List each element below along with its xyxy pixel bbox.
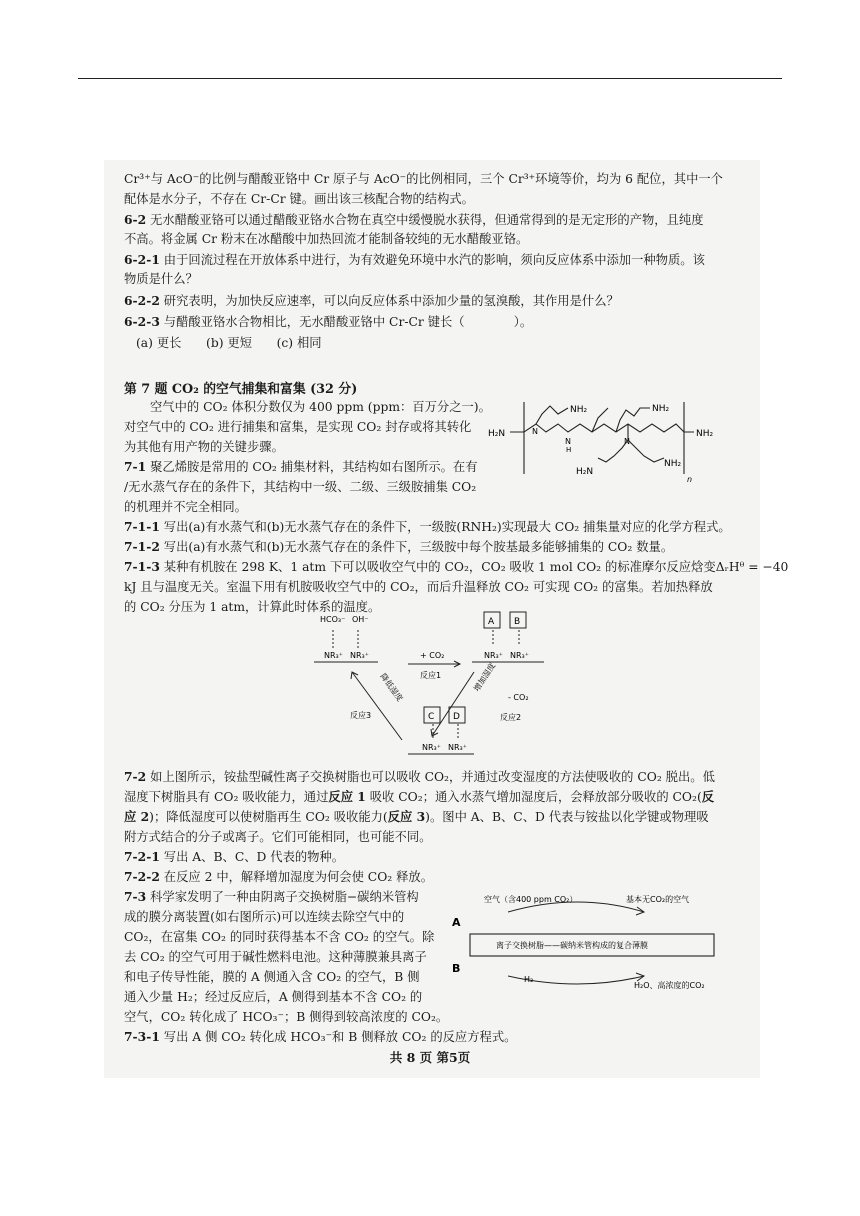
nh2-right: NH₂ — [696, 429, 714, 439]
q-num: 6-2-1 — [124, 252, 160, 267]
q7-2 — [124, 767, 715, 785]
q-text: 科学家发明了一种由阴离子交换树脂−碳纳米管构 — [146, 890, 419, 904]
q-num: 6-2-3 — [124, 314, 160, 329]
q-num: 7-1 — [124, 459, 147, 474]
membrane-diagram — [448, 888, 738, 998]
q6-2-line2: 不高。将金属 Cr 粉末在冰醋酸中加热回流才能制备较纯的无水醋酸亚铬。 — [124, 232, 529, 246]
side-a: A — [452, 916, 461, 929]
q-num: 7-3 — [124, 889, 147, 904]
reaction-1: 反应1 — [420, 671, 442, 680]
bold-run: 反应 3 — [387, 809, 426, 824]
q7-1-line3: 的机理并不完全相同。 — [124, 500, 247, 514]
nr3-4: NR₃⁺ — [510, 651, 529, 660]
n-atom-branch: N — [624, 437, 630, 446]
q7-2-line2 — [124, 787, 714, 805]
plus-co2: + CO₂ — [420, 651, 445, 660]
q-text: 写出 A、B、C、D 代表的物种。 — [159, 850, 345, 864]
text-run: )；降低湿度可以使树脂再生 CO₂ 吸收能力( — [149, 810, 388, 824]
bold-run: 应 2 — [124, 809, 150, 824]
cycle-lines — [314, 630, 544, 754]
q7-3-1 — [124, 1027, 516, 1045]
q-num: 7-3-1 — [124, 1029, 160, 1044]
q7-1-3-line3: 的 CO₂ 分压为 1 atm，计算此时体系的温度。 — [124, 600, 381, 614]
q7-3-line3: CO₂，在富集 CO₂ 的同时获得基本不含 CO₂ 的空气。除 — [124, 930, 435, 944]
q-num: 7-2-1 — [124, 849, 160, 864]
q7-1-3 — [124, 557, 788, 575]
repeat-n: n — [687, 475, 693, 484]
q6-2 — [124, 210, 736, 231]
nr3-6: NR₃⁺ — [448, 743, 467, 752]
page-footer: 共 8 页 第5页 — [389, 1050, 471, 1065]
s6-line1: Cr³⁺与 AcO⁻的比例与醋酸亚铬中 Cr 原子与 AcO⁻的比例相同，三个 Cr³⁺环境等价，均为 6 配位，其中一个 — [124, 172, 723, 186]
reaction-2: 反应2 — [500, 713, 522, 722]
q7-3-line7: 空气，CO₂ 转化成了 HCO₃⁻；B 侧得到较高浓度的 CO₂。 — [124, 1010, 449, 1024]
q7-1 — [124, 457, 478, 475]
q7-3-line5: 和电子传导性能，膜的 A 侧通入含 CO₂ 的空气，B 侧 — [124, 970, 420, 984]
text-run: )。图中 A、B、C、D 代表与铵盐以化学键或物理吸 — [425, 810, 709, 824]
q-text: 聚乙烯胺是常用的 CO₂ 捕集材料，其结构如右图所示。在有 — [146, 460, 478, 474]
nh2-top-right: NH₂ — [652, 404, 670, 414]
side-b: B — [452, 962, 461, 975]
q7-3-line6: 通入少量 H₂；经过反应后，A 侧得到基本不含 CO₂ 的 — [124, 990, 423, 1004]
q7-3-line2: 成的膜分离装置(如右图所示)可以连续去除空气中的 — [124, 910, 405, 924]
text-run: 湿度下树脂具有 CO₂ 吸收能力，通过 — [124, 790, 329, 804]
air-in-label: 空气（含400 ppm CO₂） — [484, 895, 578, 904]
q7-1-line2: /无水蒸气存在的条件下，其结构中一级、二级、三级胺捕集 CO₂ — [124, 480, 477, 494]
resin-cycle-diagram — [300, 606, 560, 766]
q-text: 由于回流过程在开放体系中进行，为有效避免环境中水汽的影响，须向反应体系中添加一种物质。该 — [159, 253, 705, 267]
q-text: 写出(a)有水蒸气和(b)无水蒸气存在的条件下，一级胺(RNH₂)实现最大 CO₂ 捕集量对应的化学方程式。 — [159, 520, 731, 534]
q7-2-line4: 附方式结合的分子或离子。它们可能相同，也可能不同。 — [124, 830, 432, 844]
label-c: C — [428, 712, 435, 722]
nr3-3: NR₃⁺ — [484, 651, 503, 660]
decrease-humidity: 降低湿度 — [378, 671, 405, 704]
intro-line3: 为其他有用产物的关键步骤。 — [124, 440, 284, 454]
s6-line2: 配体是水分子，不存在 Cr-Cr 键。画出该三核配合物的结构式。 — [124, 192, 474, 206]
q6-2-3 — [124, 312, 736, 333]
air-out-label: 基本无CO₂的空气 — [626, 895, 690, 904]
h-atom: H — [566, 446, 572, 454]
q-text: 在反应 2 中，解释增加湿度为何会使 CO₂ 释放。 — [159, 870, 434, 884]
b-out-label: H₂O、高浓度的CO₂ — [634, 981, 705, 990]
q-num: 7-1-2 — [124, 539, 160, 554]
q7-1-2 — [124, 537, 673, 555]
intro-line2: 对空气中的 CO₂ 进行捕集和富集，是实现 CO₂ 封存或将其转化 — [124, 420, 472, 434]
oh-label: OH⁻ — [352, 615, 369, 624]
q6-2-3-options: (a) 更长 (b) 更短 (c) 相同 — [136, 336, 322, 350]
q-text: 无水醋酸亚铬可以通过醋酸亚铬水合物在真空中缓慢脱水获得，但通常得到的是无定形的产物，且纯度 — [146, 213, 704, 227]
section7-title: 第 7 题 CO₂ 的空气捕集和富集 (32 分) — [124, 382, 358, 397]
q6-2-1 — [124, 250, 736, 271]
q-num: 6-2-2 — [124, 293, 160, 308]
membrane-label: 离子交换树脂——碳纳米管构成的复合薄膜 — [496, 941, 648, 950]
bold-run: 反应 1 — [328, 789, 366, 804]
minus-co2: - CO₂ — [508, 693, 529, 702]
polyethylenimine-structure — [488, 396, 718, 486]
n-atom: N — [532, 427, 538, 436]
text-run: 吸收 CO₂；通入水蒸气增加湿度后，会释放部分吸收的 CO₂( — [365, 790, 702, 804]
q-num: 7-2-2 — [124, 869, 160, 884]
q-text: 如上图所示，铵盐型碱性离子交换树脂也可以吸收 CO₂，并通过改变湿度的方法使吸收的 CO₂ 脱出。低 — [146, 770, 715, 784]
q-text: 写出(a)有水蒸气和(b)无水蒸气存在的条件下，三级胺中每个胺基最多能够捕集的 CO₂ 数量。 — [159, 540, 674, 554]
q-num: 7-1-3 — [124, 559, 160, 574]
q-text: 研究表明，为加快反应速率，可以向反应体系中添加少量的氢溴酸，其作用是什么？ — [159, 294, 619, 308]
q7-2-2 — [124, 867, 433, 885]
label-b: B — [514, 617, 521, 627]
q7-3-line4: 去 CO₂ 的空气可用于碱性燃料电池。这种薄膜兼具离子 — [124, 950, 427, 964]
nr3-1: NR₃⁺ — [324, 651, 343, 660]
h2n-left: H₂N — [488, 429, 506, 439]
bold-run: 反 — [701, 789, 715, 804]
q-num: 6-2 — [124, 212, 147, 227]
label-d: D — [453, 712, 460, 722]
intro-line1: 空气中的 CO₂ 体积分数仅为 400 ppm (ppm：百万分之一)。 — [150, 400, 491, 414]
label-a: A — [488, 617, 495, 627]
q7-3 — [124, 887, 419, 905]
h2-label: H₂ — [524, 975, 534, 984]
header-rule — [78, 78, 782, 79]
nh2-bottom: NH₂ — [664, 459, 682, 469]
q-num: 7-2 — [124, 769, 147, 784]
q7-1-3-line2: kJ 且与温度无关。室温下用有机胺吸收空气中的 CO₂，而后升温释放 CO₂ 可实现 CO₂ 的富集。若加热释放 — [124, 580, 713, 594]
reaction-3: 反应3 — [350, 711, 372, 720]
q6-2-2 — [124, 291, 736, 312]
q-text: 某种有机胺在 298 K、1 atm 下可以吸收空气中的 CO₂，CO₂ 吸收 1 mol CO₂ 的标准摩尔反应焓变ΔᵣHᶿ = −40 — [159, 560, 789, 574]
q-num: 7-1-1 — [124, 519, 160, 534]
q7-2-1 — [124, 847, 344, 865]
q-text: 写出 A 侧 CO₂ 转化成 HCO₃⁻和 B 侧释放 CO₂ 的反应方程式。 — [159, 1030, 517, 1044]
nr3-2: NR₃⁺ — [350, 651, 369, 660]
q7-1-1 — [124, 517, 731, 535]
increase-humidity: 增加湿度 — [472, 661, 498, 694]
q7-2-line3 — [124, 807, 709, 825]
q6-2-1-line2: 物质是什么？ — [124, 272, 198, 286]
nr3-5: NR₃⁺ — [422, 743, 441, 752]
nh2-top-left: NH₂ — [570, 405, 588, 415]
q-text: 与醋酸亚铬水合物相比，无水醋酸亚铬中 Cr-Cr 键长（ ）。 — [159, 315, 533, 329]
nh-atom: N — [565, 437, 571, 446]
h2n-bottom: H₂N — [576, 467, 594, 477]
hco3-label: HCO₃⁻ — [320, 615, 346, 624]
